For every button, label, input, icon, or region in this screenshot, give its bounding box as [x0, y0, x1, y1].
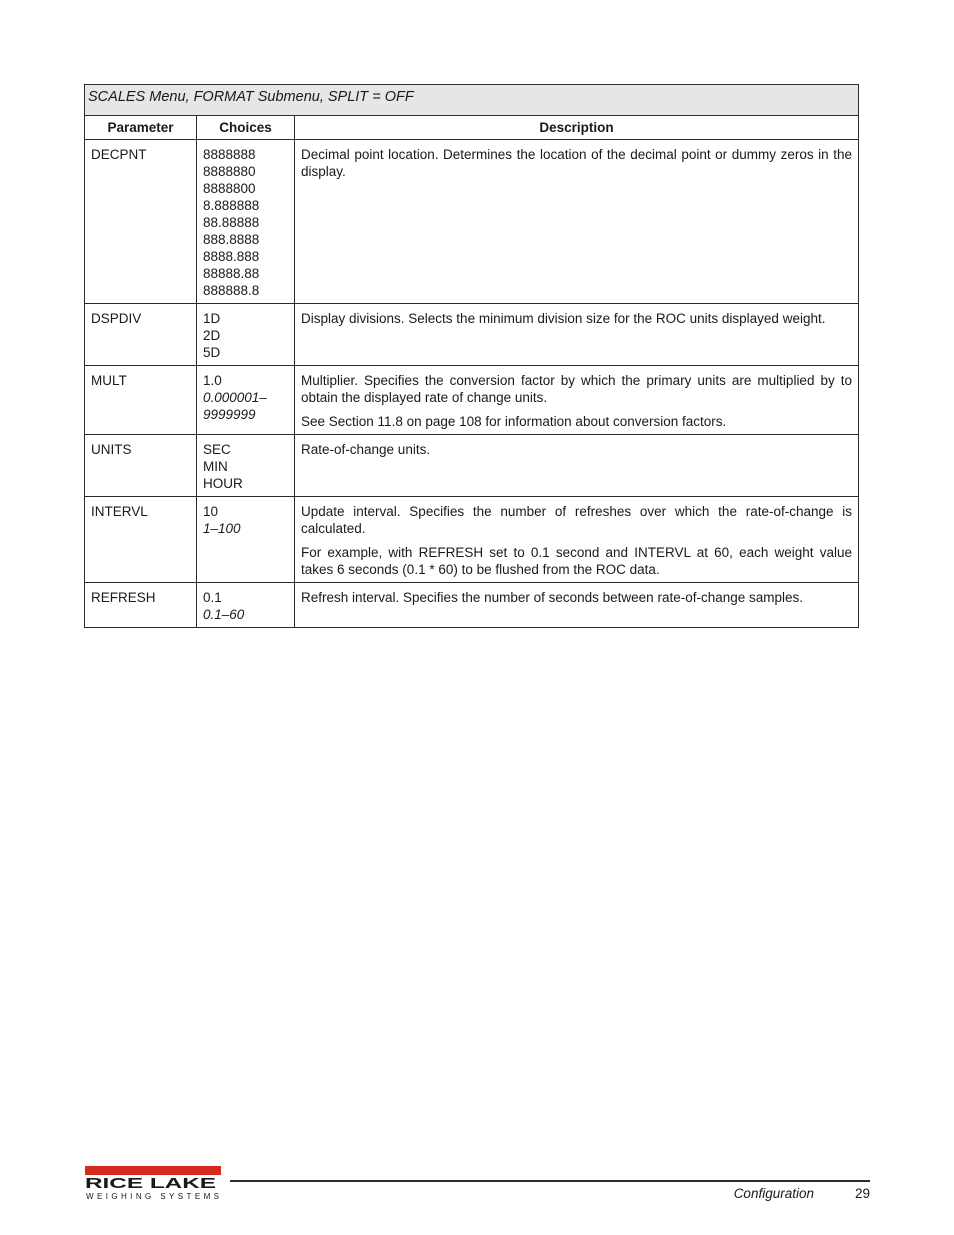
table-row — [85, 435, 859, 497]
header-description: Description — [295, 116, 859, 140]
table-row — [85, 583, 859, 628]
choice-range: 0.1–60 — [203, 607, 245, 622]
table-caption-row — [85, 85, 859, 116]
parameter-cell: INTERVL — [85, 497, 197, 583]
logo-brand-text: RICE LAKE — [85, 1175, 216, 1192]
choice-value: MIN — [203, 459, 228, 474]
choice-value: 888.8888 — [203, 232, 260, 247]
parameter-cell: UNITS — [85, 435, 197, 497]
parameter-cell: REFRESH — [85, 583, 197, 628]
description-paragraph: Decimal point location. Determines the location of the decimal point or dummy zeros in the display. — [301, 147, 853, 179]
choices-cell — [197, 583, 295, 628]
table-caption: SCALES Menu, FORMAT Submenu, SPLIT = OFF — [85, 85, 859, 116]
description-paragraph: Refresh interval. Specifies the number of seconds between rate-of-change samples. — [301, 590, 804, 605]
table-row — [85, 304, 859, 366]
logo-tagline-text: WEIGHING SYSTEMS — [86, 1192, 219, 1201]
choice-value: 2D — [203, 328, 221, 343]
description-cell — [295, 435, 859, 497]
description-paragraph: Rate-of-change units. — [301, 442, 431, 457]
parameter-table — [84, 84, 859, 628]
choice-range: 0.000001– — [203, 390, 267, 405]
choice-value: 88888.88 — [203, 266, 260, 281]
description-paragraph: Display divisions. Selects the minimum division size for the ROC units displayed weight. — [301, 311, 826, 326]
table-header-row — [85, 116, 859, 140]
table-row — [85, 497, 859, 583]
choice-value: 8888800 — [203, 181, 256, 196]
description-cell — [295, 583, 859, 628]
choice-value: HOUR — [203, 476, 243, 491]
footer-section-title: Configuration — [733, 1186, 814, 1201]
header-parameter: Parameter — [85, 116, 197, 140]
table-row — [85, 140, 859, 304]
choices-cell — [197, 304, 295, 366]
choice-value: 10 — [203, 504, 219, 519]
choice-value: 5D — [203, 345, 221, 360]
choice-range: 1–100 — [203, 521, 241, 536]
description-paragraph: See Section 11.8 on page 108 for information about conversion factors. — [301, 414, 727, 429]
choices-cell — [197, 497, 295, 583]
description-paragraph: For example, with REFRESH set to 0.1 second and INTERVL at 60, each weight value takes 6 seconds (0.1 * 60) to be flushed from the ROC data. — [301, 545, 853, 577]
description-paragraph: Update interval. Specifies the number of refreshes over which the rate-of-change is calculated. — [301, 504, 853, 536]
parameter-cell: DSPDIV — [85, 304, 197, 366]
choices-cell — [197, 140, 295, 304]
parameter-cell: MULT — [85, 366, 197, 435]
description-cell — [295, 366, 859, 435]
choice-range: 9999999 — [203, 407, 256, 422]
description-paragraph: Multiplier. Specifies the conversion factor by which the primary units are multiplied by to obtain the displayed rate of change units. — [301, 373, 853, 405]
header-choices: Choices — [197, 116, 295, 140]
description-cell — [295, 497, 859, 583]
choices-cell — [197, 435, 295, 497]
choice-value: 8888880 — [203, 164, 256, 179]
choice-value: 888888.8 — [203, 283, 260, 298]
logo-red-bar — [85, 1166, 221, 1175]
choice-value: 1.0 — [203, 373, 222, 388]
choices-cell — [197, 366, 295, 435]
table-row — [85, 366, 859, 435]
parameter-cell: DECPNT — [85, 140, 197, 304]
choice-value: 8.888888 — [203, 198, 260, 213]
description-cell — [295, 140, 859, 304]
description-cell — [295, 304, 859, 366]
choice-value: 8888888 — [203, 147, 256, 162]
footer-page-number: 29 — [854, 1186, 870, 1201]
choice-value: 0.1 — [203, 590, 222, 605]
table-body — [85, 140, 859, 628]
footer-rule — [230, 1180, 870, 1182]
choice-value: 1D — [203, 311, 221, 326]
choice-value: 8888.888 — [203, 249, 260, 264]
choice-value: SEC — [203, 442, 231, 457]
choice-value: 88.88888 — [203, 215, 260, 230]
rice-lake-logo — [85, 1166, 221, 1202]
